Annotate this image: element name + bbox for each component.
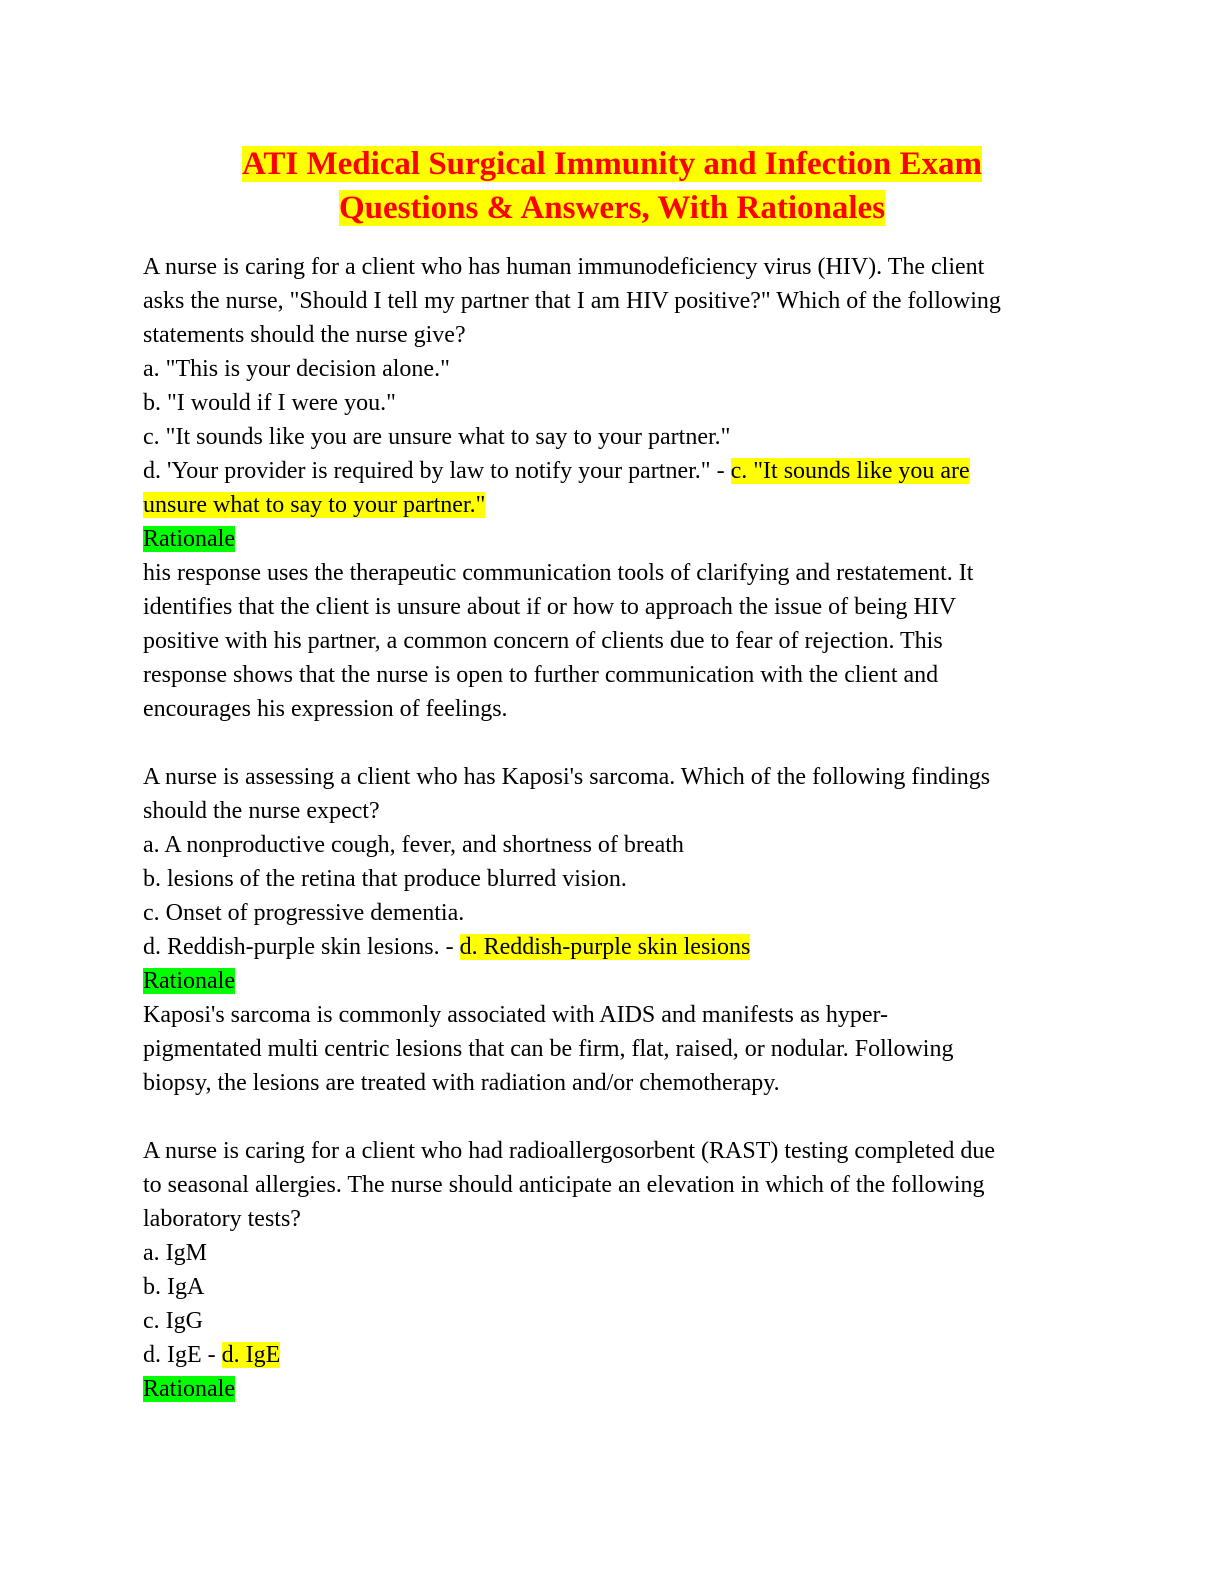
rationale-line: his response uses the therapeutic communication tools of clarifying and restatement. It bbox=[143, 560, 974, 586]
answer-option: b. IgA bbox=[143, 1274, 205, 1300]
question-stem-line: should the nurse expect? bbox=[143, 798, 380, 824]
question-stem-line: A nurse is caring for a client who had radioallergosorbent (RAST) testing completed due bbox=[143, 1138, 995, 1164]
rationale-label-line bbox=[143, 522, 1083, 556]
question-stem-line: asks the nurse, "Should I tell my partner that I am HIV positive?" Which of the following bbox=[143, 288, 1001, 314]
paragraph-gap bbox=[143, 726, 1083, 760]
rationale-line: pigmentated multi centric lesions that can be firm, flat, raised, or nodular. Following bbox=[143, 1036, 954, 1062]
answer-option-last bbox=[143, 930, 1083, 964]
rationale-line: encourages his expression of feelings. bbox=[143, 696, 508, 722]
answer-option: a. A nonproductive cough, fever, and shortness of breath bbox=[143, 832, 684, 858]
question-1 bbox=[143, 250, 1083, 726]
answer-option: a. "This is your decision alone." bbox=[143, 356, 450, 382]
answer-option-text: d. Reddish-purple skin lesions. - bbox=[143, 934, 460, 960]
title-line-1 bbox=[0, 142, 1224, 186]
answer-option: c. "It sounds like you are unsure what to say to your partner." bbox=[143, 424, 731, 450]
document-body bbox=[143, 250, 1083, 1406]
correct-answer-highlight: unsure what to say to your partner." bbox=[143, 492, 486, 518]
question-stem-line: statements should the nurse give? bbox=[143, 322, 466, 348]
correct-answer-continued bbox=[143, 488, 1083, 522]
rationale-line: positive with his partner, a common concern of clients due to fear of rejection. This bbox=[143, 628, 943, 654]
rationale-line: response shows that the nurse is open to further communication with the client and bbox=[143, 662, 939, 688]
answer-option-last bbox=[143, 454, 1083, 488]
rationale-label: Rationale bbox=[143, 968, 235, 994]
rationale-label-line bbox=[143, 1372, 1083, 1406]
answer-option: b. lesions of the retina that produce blurred vision. bbox=[143, 866, 627, 892]
rationale-label: Rationale bbox=[143, 526, 235, 552]
question-stem-line: to seasonal allergies. The nurse should anticipate an elevation in which of the following bbox=[143, 1172, 985, 1198]
answer-option-text: d. IgE - bbox=[143, 1342, 222, 1368]
correct-answer-highlight: c. "It sounds like you are bbox=[730, 458, 970, 484]
answer-option: c. Onset of progressive dementia. bbox=[143, 900, 465, 926]
answer-option: b. "I would if I were you." bbox=[143, 390, 396, 416]
correct-answer-highlight: d. IgE bbox=[221, 1342, 281, 1368]
rationale-line: Kaposi's sarcoma is commonly associated with AIDS and manifests as hyper- bbox=[143, 1002, 889, 1028]
answer-option: a. IgM bbox=[143, 1240, 207, 1266]
paragraph-gap bbox=[143, 1100, 1083, 1134]
rationale-line: identifies that the client is unsure about if or how to approach the issue of being HIV bbox=[143, 594, 957, 620]
correct-answer-highlight: d. Reddish-purple skin lesions bbox=[459, 934, 751, 960]
question-stem-line: laboratory tests? bbox=[143, 1206, 301, 1232]
answer-option-text: d. 'Your provider is required by law to notify your partner." - bbox=[143, 458, 731, 484]
answer-option-last bbox=[143, 1338, 1083, 1372]
title-line-2-text: Questions & Answers, With Rationales bbox=[338, 190, 886, 226]
rationale-label-line bbox=[143, 964, 1083, 998]
rationale-line: biopsy, the lesions are treated with radiation and/or chemotherapy. bbox=[143, 1070, 780, 1096]
question-stem-line: A nurse is assessing a client who has Kaposi's sarcoma. Which of the following findings bbox=[143, 764, 991, 790]
title-line-1-text: ATI Medical Surgical Immunity and Infection Exam bbox=[241, 146, 983, 182]
rationale-label: Rationale bbox=[143, 1376, 235, 1402]
question-2 bbox=[143, 760, 1083, 1100]
question-3 bbox=[143, 1134, 1083, 1406]
title-line-2 bbox=[0, 186, 1224, 230]
question-stem-line: A nurse is caring for a client who has human immunodeficiency virus (HIV). The client bbox=[143, 254, 985, 280]
answer-option: c. IgG bbox=[143, 1308, 203, 1334]
document-title bbox=[0, 142, 1224, 230]
